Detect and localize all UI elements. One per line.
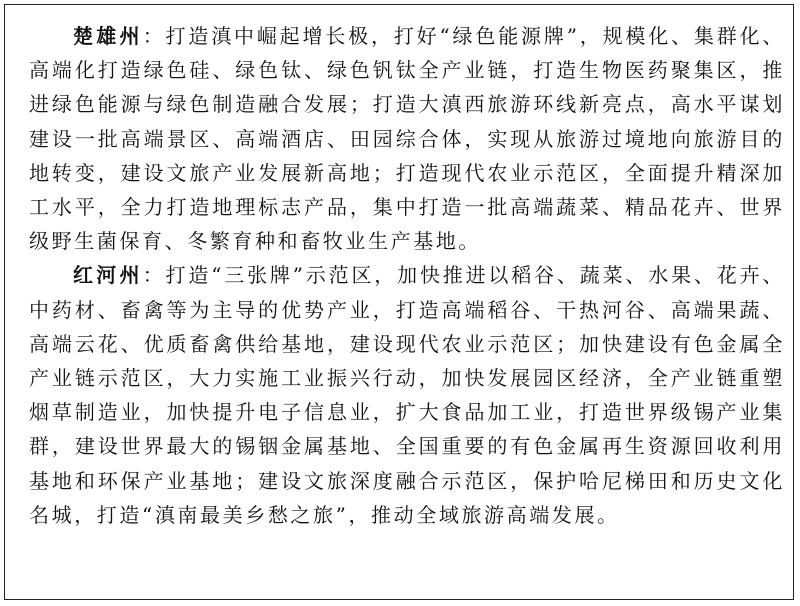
paragraph-honghe [29, 258, 785, 532]
region-name-honghe: 红河州 [73, 263, 143, 288]
paragraph-text-chuxiong: ：打造滇中崛起增长极，打好“绿色能源牌”，规模化、集群化、高端化打造绿色硅、绿色钛、绿色钒钛全产业链，打造生物医药聚集区，推进绿色能源与绿色制造融合发展；打造大滇西旅游环线新亮点，高水平谋划建设一批高端景区、高端酒店、田园综合体，实现从旅游过境地向旅游目的地转变，建设文旅产业发展新高地；打造现代农业示范区，全面提升精深加工水平，全力打造地理标志产品，集中打造一批高端蔬菜、精品花卉、世界级野生菌保育、冬繁育种和畜牧业生产基地。 [29, 24, 786, 254]
paragraph-chuxiong [29, 19, 785, 258]
region-name-chuxiong: 楚雄州 [73, 24, 143, 48]
paragraph-text-honghe: ：打造“三张牌”示范区，加快推进以稻谷、蔬菜、水果、花卉、中药材、畜禽等为主导的优势产业，打造高端稻谷、干热河谷、高端果蔬、高端云花、优质畜禽供给基地，建设现代农业示范区；加快建设有色金属全产业链示范区，大力实施工业振兴行动，加快发展园区经济，全产业链重塑烟草制造业，加快提升电子信息业，扩大食品加工业，打造世界级锡产业集群，建设世界最大的锡铟金属基地、全国重要的有色金属再生资源回收利用基地和环保产业基地；建设文旅深度融合示范区，保护哈尼梯田和历史文化名城，打造“滇南最美乡愁之旅”，推动全域旅游高端发展。 [29, 263, 786, 527]
document-body [29, 19, 785, 532]
document-frame [4, 4, 794, 600]
